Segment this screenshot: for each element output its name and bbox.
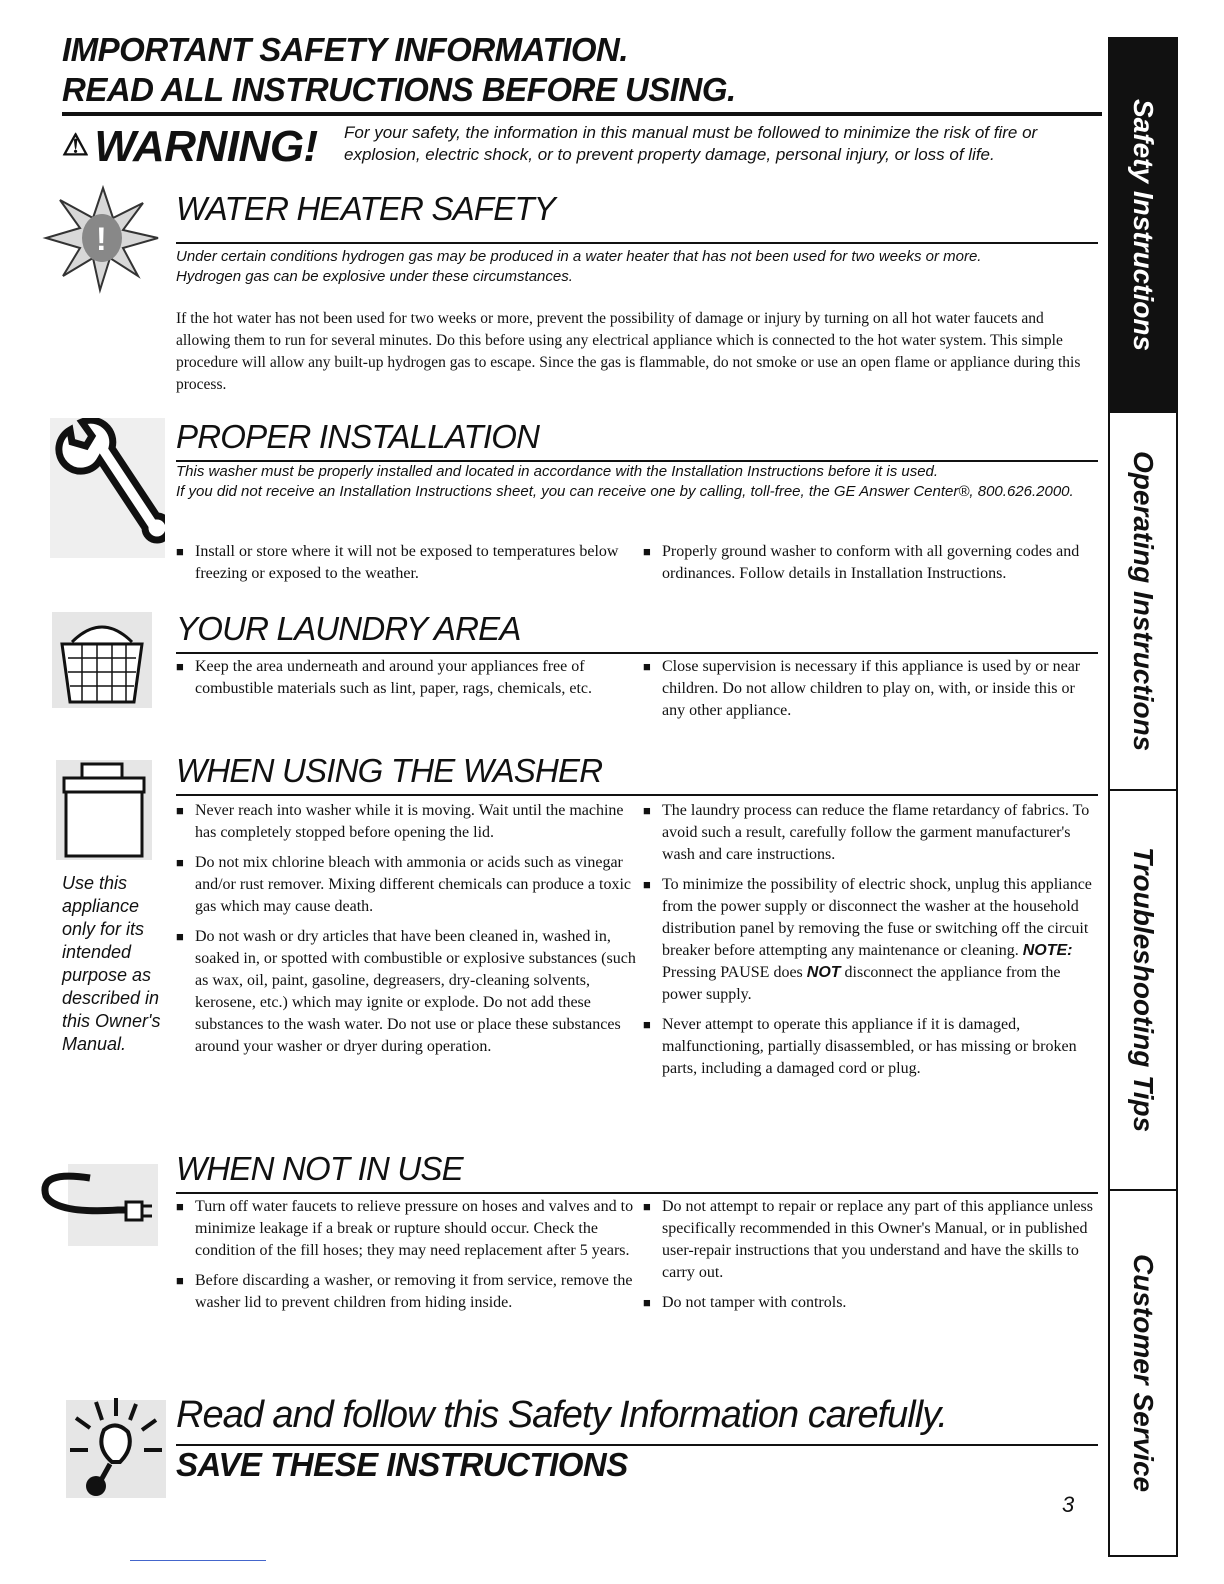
svg-text:!: !: [96, 221, 107, 257]
warning-text: For your safety, the information in this manual must be followed to minimize the risk of fire or explosion, electric shock, or to prevent property damage, personal injury, or loss of life.: [344, 123, 1038, 164]
list-item: ■ Do not attempt to repair or replace any part of this appliance unless specifically recommended in this Owner's Manual, or in published user-repair instructions that you understand and have the skills to carry out.: [643, 1196, 1098, 1284]
list-item: ■ Properly ground washer to conform with all governing codes and ordinances. Follow details in Installation Instructions.: [643, 541, 1098, 585]
shock-warning-text: To minimize the possibility of electric shock, unplug this appliance from the power supply or disconnect the washer at the household distribution panel by removing the fuse or switching off the circuit breaker before attempting any maintenance or cleaning.: [662, 876, 1092, 959]
page-header: [62, 30, 1102, 110]
tab-troubleshooting-tips[interactable]: Troubleshooting Tips: [1108, 791, 1178, 1191]
note-text-b: disconnect the appliance from the power supply.: [662, 964, 1061, 1003]
list-item: ■ Never reach into washer while it is moving. Wait until the machine has completely stopped before opening the lid.: [176, 800, 636, 844]
not-in-use-rule: [176, 1192, 1098, 1194]
warning-title: ⚠ WARNING!: [62, 122, 318, 171]
using-washer-rule: [176, 794, 1098, 796]
water-heater-title: WATER HEATER SAFETY: [176, 190, 556, 227]
water-heater-body: If the hot water has not been used for two weeks or more, prevent the possibility of damage or injury by turning on all hot water faucets and allowing them to run for several minutes. Do this before using any electrical appliance which is connected to the hot water system. This simple procedure will allow any built-up hydrogen gas to escape. Since the gas is flammable, do not smoke or use an open flame or appliance during this process.: [176, 310, 1081, 393]
tab-safety-instructions[interactable]: Safety Instructions: [1108, 37, 1178, 413]
link-underline: [130, 1560, 266, 1561]
laundry-area-right-list: [643, 656, 1098, 730]
installation-subtitle-2: If you did not receive an Installation Instructions sheet, you can receive one by calling, toll-free, the GE Answer Center®, 800.626.2000.: [176, 483, 1074, 500]
laundry-area-title: YOUR LAUNDRY AREA: [176, 610, 521, 647]
header-line-1: IMPORTANT SAFETY INFORMATION.: [62, 31, 629, 68]
page-number: 3: [1062, 1492, 1075, 1517]
list-item: ■ Do not mix chlorine bleach with ammonia or acids such as vinegar and/or rust remover. Mixing different chemicals can produce a toxic gas which may cause death.: [176, 852, 636, 918]
warning-block: [62, 118, 1102, 178]
installation-subtitle-1: This washer must be properly installed and located in accordance with the Installation Instructions before it is used.: [176, 463, 939, 480]
list-item: ■ Never attempt to operate this appliance if it is damaged, malfunctioning, partially disassembled, or has missing or broken parts, including a damaged cord or plug.: [643, 1014, 1098, 1080]
list-item: ■ Keep the area underneath and around your appliances free of combustible materials such as lint, paper, rags, chemicals, etc.: [176, 656, 636, 700]
section-tabs: [1108, 37, 1178, 1557]
installation-left-list: [176, 541, 636, 593]
list-item: ■ The laundry process can reduce the flame retardancy of fabrics. To avoid such a result, carefully follow the garment manufacturer's wash and care instructions.: [643, 800, 1098, 866]
header-rule: [62, 112, 1102, 116]
water-heater-rule: [176, 242, 1098, 244]
footer-read-follow: Read and follow this Safety Information carefully.: [176, 1394, 947, 1436]
tab-customer-service[interactable]: Customer Service: [1108, 1191, 1178, 1557]
laundry-area-left-list: [176, 656, 636, 708]
note-text-a: Pressing PAUSE does: [662, 964, 803, 981]
installation-title: PROPER INSTALLATION: [176, 418, 540, 455]
laundry-area-rule: [176, 652, 1098, 654]
warning-triangle-icon: ⚠: [62, 129, 89, 162]
not-in-use-right-list: [643, 1196, 1098, 1322]
using-washer-left-list: [176, 800, 636, 1066]
list-item: ■ Install or store where it will not be exposed to temperatures below freezing or exposed to the weather.: [176, 541, 636, 585]
list-item: [643, 874, 1098, 1006]
list-item: ■ Turn off water faucets to relieve pressure on hoses and valves and to minimize leakage if a break or rupture should occur. Check the condition of the fill hoses; they may need replacement after 5 years.: [176, 1196, 636, 1262]
tab-operating-instructions[interactable]: Operating Instructions: [1108, 413, 1178, 791]
not-in-use-left-list: [176, 1196, 636, 1322]
note-not: NOT: [806, 964, 841, 981]
list-item: ■ Do not wash or dry articles that have been cleaned in, washed in, soaked in, or spotted with combustible or explosive substances (such as wax, oil, paint, gasoline, degreasers, dry-cleaning solvents, kerosene, etc.) which may ignite or explode. Do not add these substances to the wash water. Do not use or place these substances around your washer or dryer during operation.: [176, 926, 636, 1058]
lightbulb-icon: [56, 1390, 176, 1505]
water-heater-subtitle: Under certain conditions hydrogen gas may be produced in a water heater that has not been used for two weeks or more. Hydrogen gas can be explosive under these circumstances.: [176, 248, 982, 285]
not-in-use-title: WHEN NOT IN USE: [176, 1150, 463, 1187]
list-item: ■ Close supervision is necessary if this appliance is used by or near children. Do not allow children to play on, with, or inside this or any other appliance.: [643, 656, 1098, 722]
list-item: ■ Do not tamper with controls.: [643, 1292, 1098, 1314]
using-washer-right-list: [643, 800, 1098, 1088]
power-cord-icon: [28, 1160, 158, 1250]
wrench-icon: [50, 418, 165, 558]
list-item: ■ Before discarding a washer, or removing it from service, remove the washer lid to prevent children from hiding inside.: [176, 1270, 636, 1314]
footer-save-instructions: SAVE THESE INSTRUCTIONS: [176, 1446, 628, 1483]
washer-icon: [56, 760, 152, 860]
using-washer-title: WHEN USING THE WASHER: [176, 752, 603, 789]
explosion-icon: [38, 178, 168, 298]
header-line-2: READ ALL INSTRUCTIONS BEFORE USING.: [62, 71, 736, 108]
installation-right-list: [643, 541, 1098, 593]
side-note: Use this appliance only for its intended purpose as described in this Owner's Manual.: [62, 873, 161, 1054]
laundry-basket-icon: [52, 612, 152, 708]
note-label: NOTE:: [1022, 942, 1073, 959]
